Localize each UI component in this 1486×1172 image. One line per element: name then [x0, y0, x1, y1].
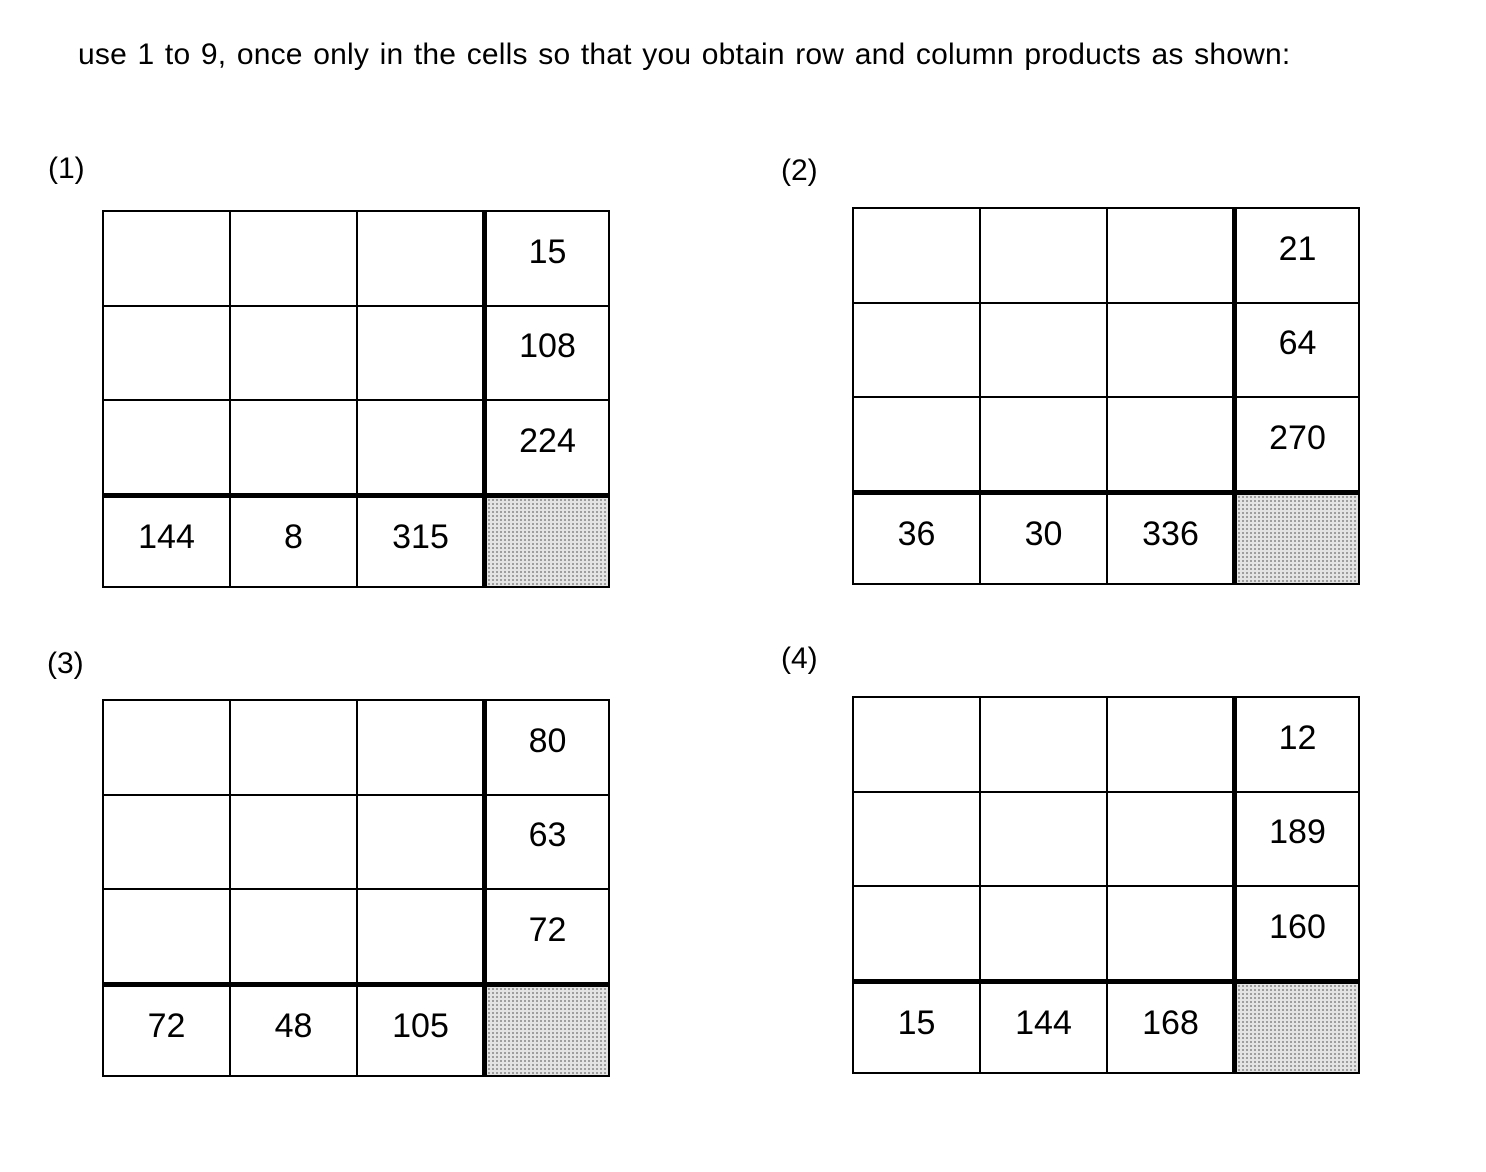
- answer-cell[interactable]: [358, 796, 483, 889]
- column-product: 105: [392, 1007, 449, 1046]
- row-product: 21: [1278, 229, 1317, 268]
- shaded-corner-cell: [487, 987, 608, 1076]
- answer-cell[interactable]: [1108, 887, 1233, 980]
- answer-cell[interactable]: [981, 887, 1106, 980]
- puzzle-3-label: (3): [47, 647, 84, 680]
- answer-cell[interactable]: [104, 701, 229, 794]
- answer-cell[interactable]: [1108, 698, 1233, 791]
- answer-cell[interactable]: [981, 698, 1106, 791]
- grid-line: [1358, 207, 1360, 585]
- column-product: 315: [392, 518, 449, 557]
- row-product: 12: [1278, 718, 1317, 757]
- column-product: 144: [138, 518, 195, 557]
- answer-cell[interactable]: [1108, 304, 1233, 397]
- answer-cell[interactable]: [231, 890, 356, 983]
- column-product: 336: [1142, 515, 1199, 554]
- answer-cell[interactable]: [854, 209, 979, 302]
- instruction-text: use 1 to 9, once only in the cells so that you obtain row and column products as shown:: [78, 38, 1291, 71]
- answer-cell[interactable]: [1108, 209, 1233, 302]
- shaded-corner-cell: [1237, 495, 1358, 584]
- grid-line: [608, 699, 610, 1077]
- answer-cell[interactable]: [854, 698, 979, 791]
- answer-cell[interactable]: [231, 307, 356, 400]
- grid-line: [608, 210, 610, 588]
- row-product: 224: [519, 421, 576, 460]
- shaded-corner-cell: [487, 498, 608, 587]
- answer-cell[interactable]: [104, 796, 229, 889]
- row-product: 80: [528, 721, 567, 760]
- answer-cell[interactable]: [104, 890, 229, 983]
- column-product: 8: [284, 518, 303, 557]
- column-product: 30: [1024, 515, 1063, 554]
- puzzle-4-label: (4): [781, 642, 818, 675]
- row-product: 63: [528, 816, 567, 855]
- column-product: 48: [274, 1007, 313, 1046]
- puzzle-1-grid: [102, 210, 610, 588]
- answer-cell[interactable]: [1108, 398, 1233, 491]
- row-product: 15: [528, 232, 567, 271]
- row-product: 108: [519, 327, 576, 366]
- column-product: 36: [897, 515, 936, 554]
- answer-cell[interactable]: [358, 890, 483, 983]
- answer-cell[interactable]: [358, 401, 483, 494]
- row-product: 270: [1269, 418, 1326, 457]
- puzzle-2-label: (2): [781, 154, 818, 187]
- answer-cell[interactable]: [981, 793, 1106, 886]
- column-product: 168: [1142, 1004, 1199, 1043]
- answer-cell[interactable]: [358, 701, 483, 794]
- answer-cell[interactable]: [231, 796, 356, 889]
- answer-cell[interactable]: [854, 887, 979, 980]
- answer-cell[interactable]: [1108, 793, 1233, 886]
- puzzle-4-grid: [852, 696, 1360, 1074]
- answer-cell[interactable]: [104, 307, 229, 400]
- puzzle-3-grid: [102, 699, 610, 1077]
- answer-cell[interactable]: [981, 398, 1106, 491]
- answer-cell[interactable]: [358, 307, 483, 400]
- answer-cell[interactable]: [358, 212, 483, 305]
- grid-line: [1358, 696, 1360, 1074]
- answer-cell[interactable]: [104, 401, 229, 494]
- puzzle-2-grid: [852, 207, 1360, 585]
- answer-cell[interactable]: [104, 212, 229, 305]
- row-product: 189: [1269, 813, 1326, 852]
- answer-cell[interactable]: [854, 793, 979, 886]
- answer-cell[interactable]: [231, 701, 356, 794]
- shaded-corner-cell: [1237, 984, 1358, 1073]
- puzzle-1-label: (1): [48, 152, 85, 185]
- row-product: 64: [1278, 324, 1317, 363]
- column-product: 144: [1015, 1004, 1072, 1043]
- answer-cell[interactable]: [981, 304, 1106, 397]
- column-product: 15: [897, 1004, 936, 1043]
- row-product: 160: [1269, 907, 1326, 946]
- answer-cell[interactable]: [231, 401, 356, 494]
- row-product: 72: [528, 910, 567, 949]
- answer-cell[interactable]: [854, 304, 979, 397]
- answer-cell[interactable]: [231, 212, 356, 305]
- column-product: 72: [147, 1007, 186, 1046]
- answer-cell[interactable]: [981, 209, 1106, 302]
- answer-cell[interactable]: [854, 398, 979, 491]
